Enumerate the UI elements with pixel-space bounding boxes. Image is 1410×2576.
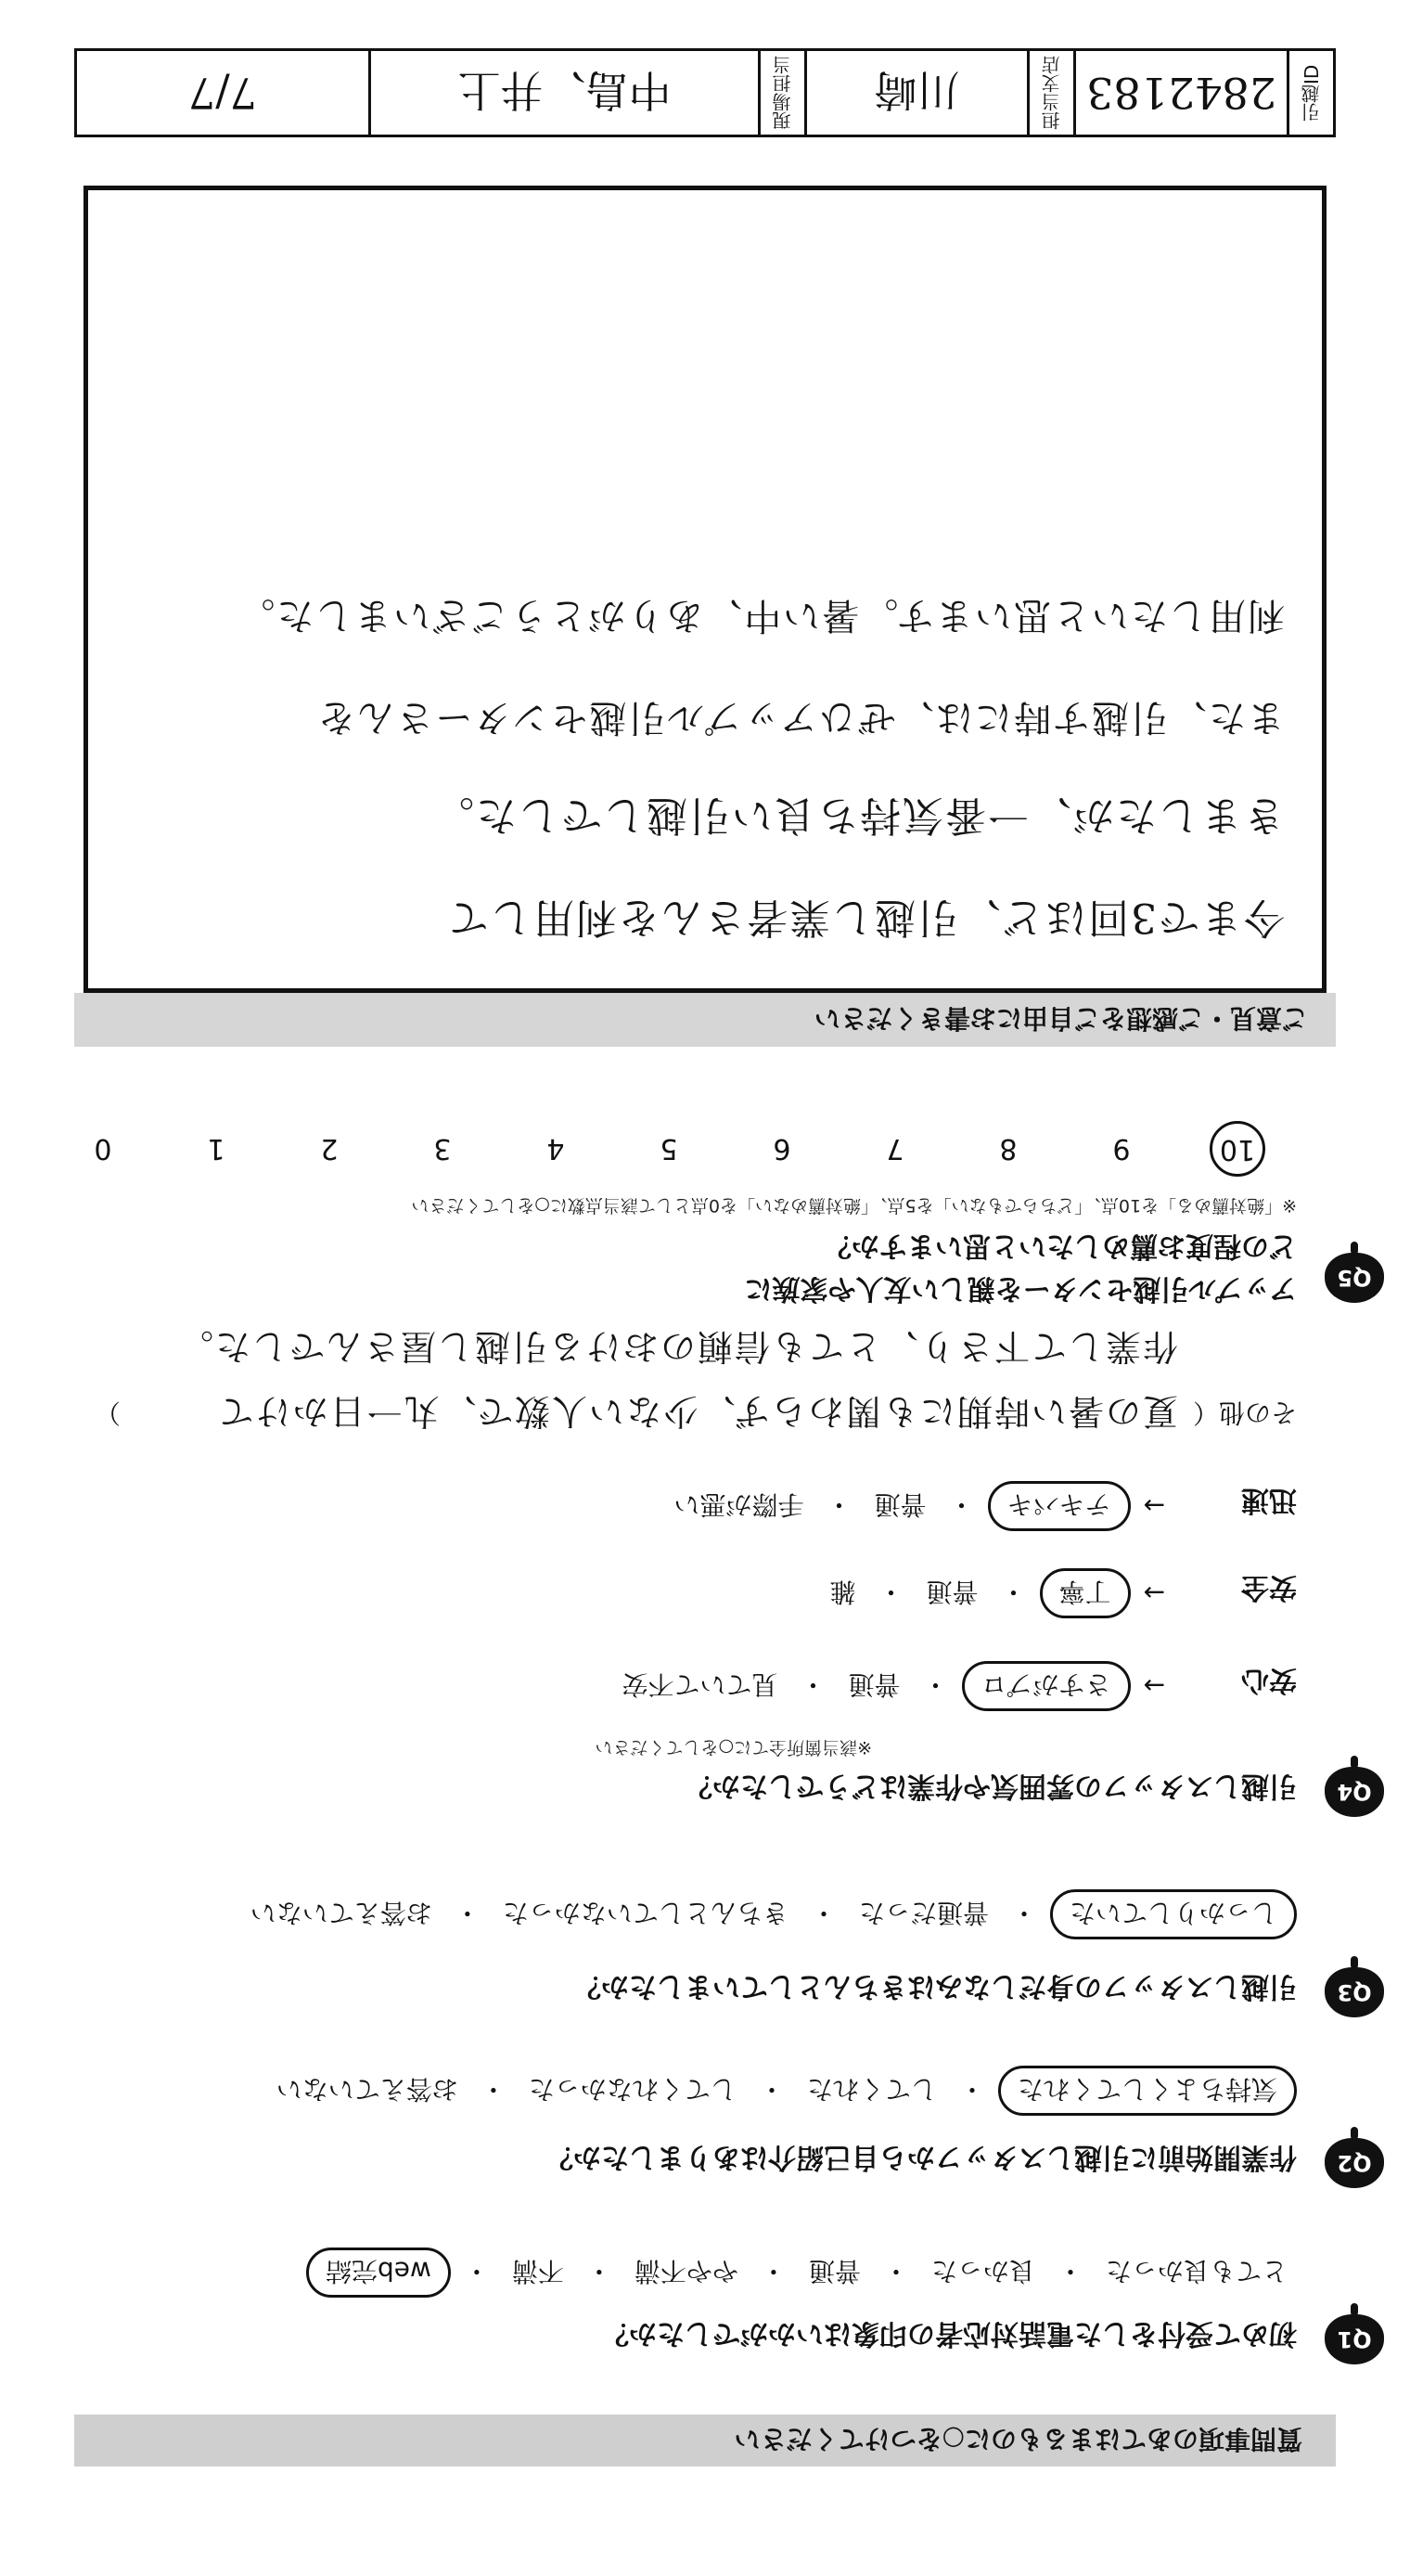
q5-score-10-selected[interactable]: 10 bbox=[1210, 1121, 1265, 1177]
comment-line-3: また、引越す時には、ぜひアップル引越センターさんを bbox=[316, 696, 1285, 739]
q4-note: ※該当箇所全てに○をしてください bbox=[595, 1737, 872, 1758]
q5-score-3[interactable]: 3 bbox=[433, 1132, 452, 1166]
q4-anzen-option-1-selected[interactable]: 丁寧 bbox=[1040, 1568, 1131, 1618]
q1-option-6-selected[interactable]: web完結 bbox=[306, 2248, 451, 2298]
q4-question: 引越しスタッフの雰囲気や作業はどうでしたか？ bbox=[685, 1770, 1297, 1802]
q4-other-handwriting-line2: 作業して下さり、とても信頼のおける引越し屋さんでした。 bbox=[175, 1326, 1178, 1367]
q4-anshin-option-2[interactable]: 普通 bbox=[848, 1669, 901, 1700]
q5-question-line2: どの程度お薦めしたいと思いますか？ bbox=[824, 1230, 1297, 1262]
q4-row-anshin-label: 安心 bbox=[1241, 1664, 1297, 1696]
comments-box[interactable] bbox=[83, 186, 1327, 993]
comment-line-1: 今まで3回ほど、引越し業者さんを利用して bbox=[446, 894, 1285, 941]
q1-badge: Q1 bbox=[1325, 2314, 1384, 2364]
q4-other-close: ） bbox=[94, 1397, 121, 1428]
comment-line-2: きましたが、一番気持ち良い引越しでした。 bbox=[431, 792, 1285, 839]
staff-label: 現場担当 bbox=[772, 56, 794, 130]
q4-jinsoku-option-1-selected[interactable]: テキパキ bbox=[988, 1481, 1131, 1531]
branch-label-cell bbox=[1027, 51, 1073, 135]
footer-info-table bbox=[74, 48, 1336, 137]
q5-score-7[interactable]: 7 bbox=[886, 1132, 904, 1166]
q1-options: とても良かった ・ 良かった ・ 普通 ・ やや不満 ・ 不満 ・ web完結 bbox=[306, 2248, 1297, 2298]
q5-question-line1: アップル引越センターを親しい友人や家族に bbox=[744, 1272, 1297, 1305]
q4-jinsoku-option-2[interactable]: 普通 bbox=[874, 1489, 927, 1520]
staff-label-cell bbox=[758, 51, 804, 135]
q5-score-1[interactable]: 1 bbox=[207, 1132, 225, 1166]
q3-badge: Q3 bbox=[1325, 1967, 1384, 2017]
q3-option-2[interactable]: 普通だった bbox=[858, 1898, 989, 1928]
move-id-label: 引越ID bbox=[1301, 64, 1323, 122]
branch-label: 担当支店 bbox=[1041, 56, 1063, 130]
q1-option-1[interactable]: とても良かった bbox=[1105, 2256, 1288, 2286]
q4-row-anzen-options: → 丁寧 ・ 普通 ・ 雑 bbox=[820, 1568, 1178, 1618]
q4-anshin-option-3[interactable]: 見ていて不安 bbox=[622, 1669, 778, 1700]
q3-question: 引越しスタッフの身だしなみはきちんとしていましたか？ bbox=[573, 1970, 1297, 2003]
move-id-value-cell bbox=[1073, 51, 1287, 135]
q4-row-jinsoku-label: 迅速 bbox=[1241, 1484, 1297, 1516]
date-value: 7/7 bbox=[187, 68, 258, 118]
branch-value: 川崎 bbox=[874, 65, 960, 115]
q5-note: ※「絶対薦める」を10点、「どちらでもない」を5点、「絶対薦めない」を0点として該当点数に○をしてください bbox=[411, 1195, 1297, 1216]
q5-score-8[interactable]: 8 bbox=[999, 1132, 1018, 1166]
q1-option-4[interactable]: やや不満 bbox=[634, 2256, 738, 2286]
q4-jinsoku-option-3[interactable]: 手際が悪い bbox=[673, 1489, 804, 1520]
q5-score-0[interactable]: 0 bbox=[94, 1132, 112, 1166]
q2-badge: Q2 bbox=[1325, 2138, 1384, 2188]
q2-option-2[interactable]: してくれた bbox=[806, 2074, 937, 2105]
date-value-cell bbox=[77, 51, 368, 135]
q5-score-6[interactable]: 6 bbox=[773, 1132, 791, 1166]
q5-badge: Q5 bbox=[1325, 1253, 1384, 1303]
q5-scale bbox=[46, 1121, 1297, 1177]
q4-badge: Q4 bbox=[1325, 1767, 1384, 1817]
q4-row-anshin-options: → さすがプロ ・ 普通 ・ 見ていて不安 bbox=[612, 1661, 1178, 1711]
q3-option-4[interactable]: お答えていない bbox=[250, 1898, 432, 1928]
q4-row-anzen-label: 安全 bbox=[1241, 1571, 1297, 1604]
q5-score-4[interactable]: 4 bbox=[546, 1132, 565, 1166]
comment-line-4: 利用したいと思います。暑い中、ありがとうございました。 bbox=[236, 594, 1285, 637]
staff-value-cell bbox=[368, 51, 758, 135]
q2-option-1-selected[interactable]: 気持ちよくしてくれた bbox=[998, 2066, 1297, 2116]
q2-option-3[interactable]: してくれなかった bbox=[528, 2074, 737, 2105]
q4-anzen-option-3[interactable]: 雑 bbox=[829, 1577, 856, 1607]
q3-option-3[interactable]: きちんとしていなかった bbox=[502, 1898, 788, 1928]
staff-value: 中島、井上 bbox=[457, 65, 672, 115]
q4-other-label: その他（ bbox=[1192, 1397, 1297, 1428]
q5-score-9[interactable]: 9 bbox=[1112, 1132, 1131, 1166]
q5-score-2[interactable]: 2 bbox=[320, 1132, 339, 1166]
q1-option-2[interactable]: 良かった bbox=[930, 2256, 1035, 2286]
q1-option-3[interactable]: 普通 bbox=[808, 2256, 861, 2286]
q4-anshin-option-1-selected[interactable]: さすがプロ bbox=[962, 1661, 1131, 1711]
branch-value-cell bbox=[804, 51, 1027, 135]
q2-question: 作業開始前に引越しスタッフから自己紹介はありましたか？ bbox=[545, 2141, 1297, 2173]
comments-title: ご意見・ご感想をご自由にお書きください bbox=[74, 993, 1336, 1047]
q4-row-jinsoku-options: → テキパキ ・ 普通 ・ 手際が悪い bbox=[664, 1481, 1178, 1531]
q2-option-4[interactable]: お答えていない bbox=[276, 2074, 458, 2105]
q5-score-5[interactable]: 5 bbox=[660, 1132, 678, 1166]
q3-options: しっかりしていた ・ 普通だった ・ きちんとしていなかった ・ お答えていない bbox=[241, 1889, 1297, 1939]
q2-options: 気持ちよくしてくれた ・ してくれた ・ してくれなかった ・ お答えていない bbox=[267, 2066, 1297, 2116]
instruction-header: 質問事項のあてはまるものに○をつけてください bbox=[74, 2415, 1336, 2467]
q4-anzen-option-2[interactable]: 普通 bbox=[926, 1577, 979, 1607]
q1-option-5[interactable]: 不満 bbox=[511, 2256, 564, 2286]
q3-option-1-selected[interactable]: しっかりしていた bbox=[1050, 1889, 1297, 1939]
q1-question: 初めて受付をした電話対応者の印象はいかがでしたか？ bbox=[601, 2317, 1297, 2350]
move-id-label-cell bbox=[1287, 51, 1333, 135]
move-id-value: 2842183 bbox=[1086, 68, 1276, 118]
q4-other-handwriting-line1: 夏の暑い時期にも関わらず、少ない人数で、丸一日かけて bbox=[216, 1391, 1178, 1432]
